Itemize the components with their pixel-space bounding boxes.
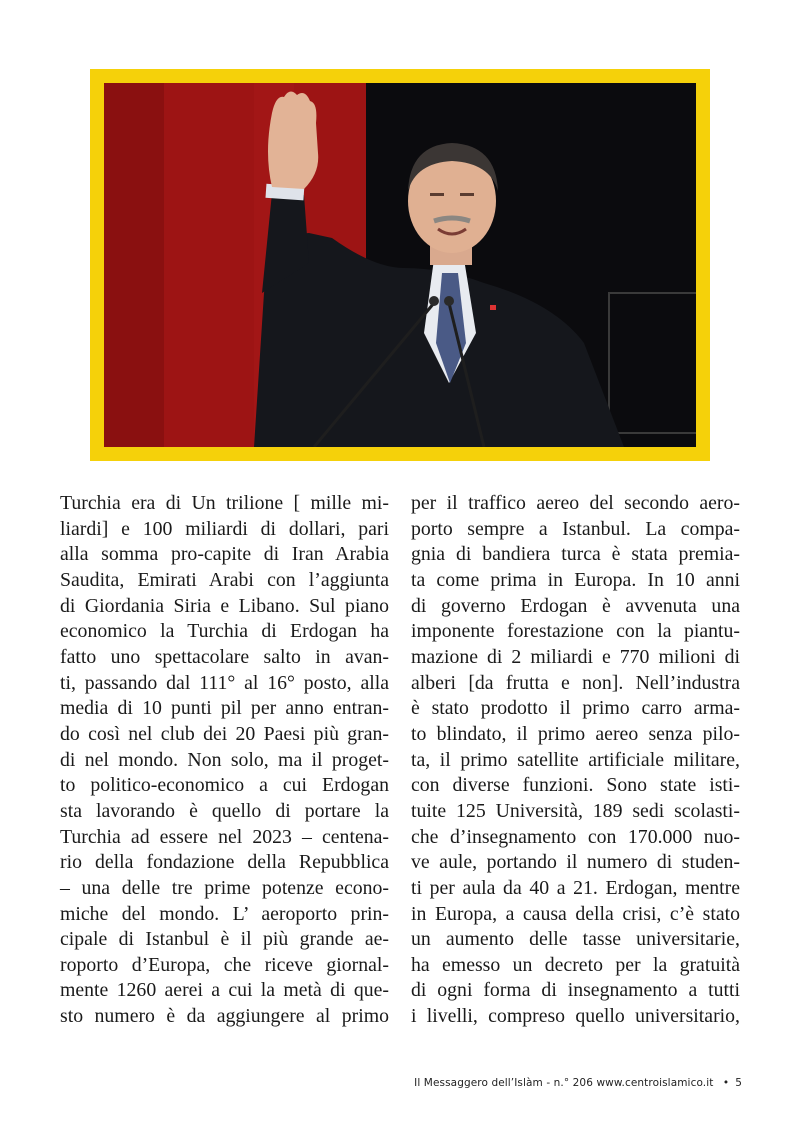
text-line-left: miche del mondo. L’ aeroporto prin- (60, 902, 389, 925)
text-line-right: in Europa, a causa della crisi, c’è stato (411, 902, 740, 925)
text-line-left: – una delle tre prime potenze econo- (60, 876, 389, 899)
text-line-left: liardi] e 100 miliardi di dollari, pari (60, 517, 389, 540)
text-line-left: ti, passando dal 111° al 16° posto, alla (60, 671, 389, 694)
text-line-left: roporto d’Europa, che riceve giornal- (60, 953, 389, 976)
text-line-right: tuite 125 Università, 189 sedi scolasti- (411, 799, 740, 822)
text-line-left: sta lavorando è quello di portare la (60, 799, 389, 822)
page-number: 5 (735, 1077, 742, 1089)
text-line-right: è stato prodotto il primo carro arma- (411, 697, 740, 720)
text-line-right: mazione di 2 miliardi e 770 milioni di (411, 645, 740, 668)
text-line-right: imponente forestazione con la piantu- (411, 620, 740, 643)
text-line-right: di governo Erdogan è avvenuta una (411, 594, 740, 617)
text-line-left: Turchia era di Un trilione [ mille mi- (60, 492, 389, 514)
text-line-right: che d’insegnamento con 170.000 nuo- (411, 825, 740, 848)
text-line-right: ta, il primo satellite artificiale militare, (411, 748, 740, 771)
text-line-left: Turchia ad essere nel 2023 – centena- (60, 825, 389, 848)
text-line-right: ve aule, portando il numero di studen- (411, 851, 740, 874)
text-line-left: media di 10 punti pil per anno entran- (60, 697, 389, 720)
publication-title: Il Messaggero dell’Islàm - n.° 206 (414, 1077, 593, 1089)
text-line-left: fatto uno spettacolare salto in avan- (60, 645, 389, 668)
text-line-right: porto sempre a Istanbul. La compa- (411, 517, 740, 540)
text-line-left: di Giordania Siria e Libano. Sul piano (60, 594, 389, 617)
footer-bullet: • (722, 1077, 730, 1089)
text-line-right: ti per aula da 40 a 21. Erdogan, mentre (411, 876, 740, 899)
text-line-left: sto numero è da aggiungere al primo (60, 1005, 389, 1028)
text-line-right: per il traffico aereo del secondo aero- (411, 492, 740, 514)
text-line-right: ha emesso un decreto per la gratuità (411, 953, 740, 976)
photo-frame (90, 69, 710, 461)
text-column-right (411, 491, 740, 1030)
website-link[interactable]: www.centroislamico.it (596, 1077, 714, 1089)
text-line-right: ta come prima in Europa. In 10 anni (411, 568, 740, 591)
text-line-left: di nel mondo. Non solo, ma il proget- (60, 748, 389, 771)
text-column-left (60, 491, 389, 1030)
text-line-right: un aumento delle tasse universitarie, (411, 928, 740, 951)
text-line-left: Saudita, Emirati Arabi con l’aggiunta (60, 568, 389, 591)
text-line-left: cipale di Istanbul è il più grande ae- (60, 928, 389, 951)
article-photo (104, 83, 696, 447)
text-line-right: to blindato, il primo aereo senza pilo- (411, 722, 740, 745)
text-line-left: do così nel club dei 20 Paesi più gran- (60, 722, 389, 745)
text-line-left: alla somma pro-capite di Iran Arabia (60, 543, 389, 566)
text-line-right: con diverse funzioni. Sono state isti- (411, 774, 740, 797)
text-line-left: to politico-economico a cui Erdogan (60, 774, 389, 797)
article-body (60, 491, 740, 1030)
text-line-right: di ogni forma di insegnamento a tutti (411, 979, 740, 1002)
text-line-left: rio della fondazione della Repubblica (60, 851, 389, 874)
text-line-right: alberi [da frutta e non]. Nell’industra (411, 671, 740, 694)
text-line-left: mente 1260 aerei a cui la metà di que- (60, 979, 389, 1002)
page-footer (414, 1077, 742, 1089)
text-line-right: gnia di bandiera turca è stata premia- (411, 543, 740, 566)
photo-illustration (104, 83, 696, 447)
text-line-left: economico la Turchia di Erdogan ha (60, 620, 389, 643)
text-line-right: i livelli, compreso quello universitario, (411, 1005, 740, 1028)
